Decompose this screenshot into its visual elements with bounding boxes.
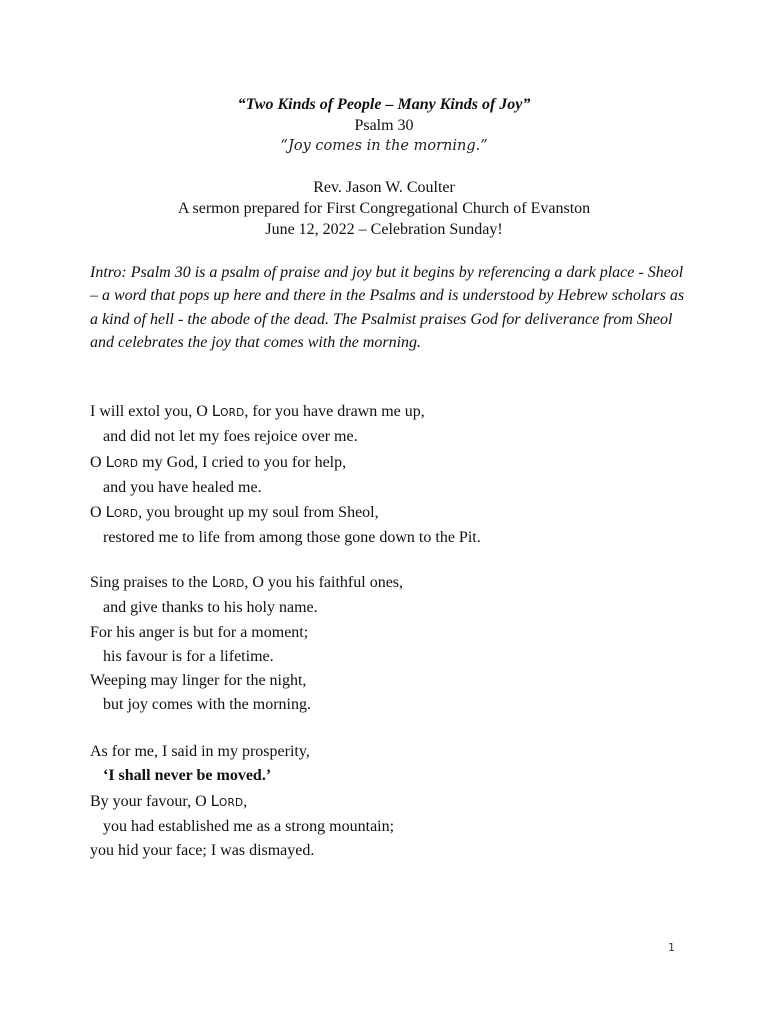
line-text: my God, I cried to you for help,	[138, 453, 347, 471]
psalm-line	[90, 570, 710, 596]
psalm-line: and you have healed me.	[103, 478, 262, 496]
intro-paragraph: Intro: Psalm 30 is a psalm of praise and joy but it begins by referencing a dark place - Sheol – a word that pops up here and there in the Psalms and is understood by Hebrew scholars as a kind of hell - the abode of the dead. The Psalmist praises God for deliverance from Sheol and celebrates the joy that comes with the morning.	[90, 264, 685, 352]
psalm-line	[90, 500, 710, 526]
psalm-line	[90, 399, 710, 425]
psalm-line: his favour is for a lifetime.	[103, 647, 274, 665]
psalm-stanza-1	[90, 399, 710, 551]
psalm-stanza-3	[90, 740, 710, 863]
psalm-line: and did not let my foes rejoice over me.	[103, 428, 358, 446]
line-text: ,	[243, 792, 248, 810]
psalm-line: restored me to life from among those gone down to the Pit.	[103, 529, 481, 547]
line-text: By your favour, O	[90, 792, 211, 810]
author-name: Rev. Jason W. Coulter	[313, 179, 455, 196]
line-text: , you brought up my soul from Sheol,	[138, 504, 379, 522]
lord-initial: L	[105, 503, 114, 522]
scripture-reference: Psalm 30	[354, 117, 414, 134]
psalm-line: For his anger is but for a moment;	[90, 623, 309, 641]
page-number: 1	[668, 941, 675, 954]
lord-small-caps: ORD	[219, 796, 244, 809]
lord-small-caps: ORD	[113, 457, 139, 470]
lord-initial: L	[211, 402, 221, 420]
line-text: , for you have drawn me up,	[244, 403, 425, 420]
psalm-line-emphasis: ‘I shall never be moved.’	[103, 767, 272, 785]
sermon-tagline: “Joy comes in the morning.”	[280, 138, 488, 154]
lord-initial: L	[211, 573, 221, 591]
psalm-line: and give thanks to his holy name.	[103, 599, 318, 617]
lord-small-caps: ORD	[220, 578, 245, 590]
line-text: O	[90, 504, 106, 522]
psalm-line: you had established me as a strong mountain;	[103, 817, 395, 835]
sermon-date: June 12, 2022 – Celebration Sunday!	[265, 221, 503, 238]
psalm-line: but joy comes with the morning.	[103, 696, 311, 714]
header-spacer	[0, 157, 768, 177]
sermon-title: “Two Kinds of People – Many Kinds of Joy”	[237, 96, 531, 113]
lord-initial: L	[105, 452, 114, 471]
prepared-for-line: A sermon prepared for First Congregational Church of Evanston	[177, 200, 591, 217]
line-text: I will extol you, O	[90, 403, 212, 420]
psalm-line: you hid your face; I was dismayed.	[90, 842, 315, 860]
psalm-line	[90, 789, 710, 815]
lord-initial: L	[210, 791, 220, 810]
psalm-line: Weeping may linger for the night,	[90, 672, 307, 690]
line-text: , O you his faithful ones,	[244, 574, 404, 591]
line-text: O	[90, 453, 106, 471]
line-text: Sing praises to the	[90, 574, 212, 591]
lord-small-caps: ORD	[113, 508, 139, 521]
psalm-line	[90, 450, 710, 476]
psalm-stanza-2	[90, 570, 710, 718]
lord-small-caps: ORD	[220, 407, 245, 419]
psalm-line: As for me, I said in my prosperity,	[90, 743, 310, 760]
sermon-header	[0, 94, 768, 240]
